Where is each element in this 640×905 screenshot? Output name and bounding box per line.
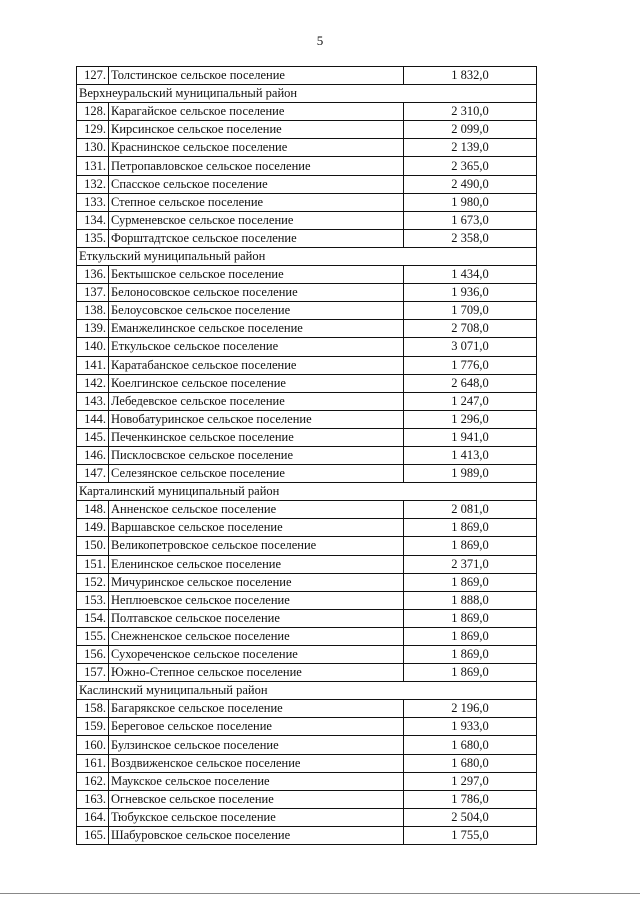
- table-row: [77, 103, 537, 121]
- table-row: [77, 718, 537, 736]
- settlement-name: Еманжелинское сельское поселение: [109, 320, 404, 338]
- settlements-table: [76, 66, 537, 845]
- row-number: 128.: [77, 103, 109, 121]
- row-number: 157.: [77, 664, 109, 682]
- settlement-value: 1 755,0: [404, 826, 537, 844]
- district-name: Каслинский муниципальный район: [77, 682, 537, 700]
- table-row: [77, 573, 537, 591]
- settlement-value: 1 786,0: [404, 790, 537, 808]
- row-number: 163.: [77, 790, 109, 808]
- settlement-name: Писклосвское сельское поселение: [109, 446, 404, 464]
- table-row: [77, 646, 537, 664]
- settlement-name: Великопетровское сельское поселение: [109, 537, 404, 555]
- row-number: 130.: [77, 139, 109, 157]
- settlement-name: Степное сельское поселение: [109, 193, 404, 211]
- settlement-name: Бектышское сельское поселение: [109, 266, 404, 284]
- table-row: [77, 410, 537, 428]
- settlement-value: 2 504,0: [404, 808, 537, 826]
- table-row: [77, 609, 537, 627]
- row-number: 156.: [77, 646, 109, 664]
- settlement-name: Воздвиженское сельское поселение: [109, 754, 404, 772]
- district-name: Карталинский муниципальный район: [77, 483, 537, 501]
- settlement-value: 1 869,0: [404, 646, 537, 664]
- district-header-row: [77, 483, 537, 501]
- table-row: [77, 465, 537, 483]
- settlement-value: 3 071,0: [404, 338, 537, 356]
- table-row: [77, 229, 537, 247]
- settlement-value: 2 365,0: [404, 157, 537, 175]
- settlement-value: 1 680,0: [404, 754, 537, 772]
- row-number: 143.: [77, 392, 109, 410]
- settlement-value: 2 358,0: [404, 229, 537, 247]
- row-number: 129.: [77, 121, 109, 139]
- row-number: 147.: [77, 465, 109, 483]
- settlement-name: Шабуровское сельское поселение: [109, 826, 404, 844]
- settlement-value: 1 936,0: [404, 284, 537, 302]
- row-number: 127.: [77, 67, 109, 85]
- table-row: [77, 519, 537, 537]
- settlement-name: Белоносовское сельское поселение: [109, 284, 404, 302]
- table-row: [77, 67, 537, 85]
- district-name: Еткульский муниципальный район: [77, 247, 537, 265]
- table-row: [77, 772, 537, 790]
- settlement-name: Селезянское сельское поселение: [109, 465, 404, 483]
- table-row: [77, 790, 537, 808]
- settlement-value: 2 310,0: [404, 103, 537, 121]
- table-row: [77, 501, 537, 519]
- table-row: [77, 537, 537, 555]
- settlement-value: 2 099,0: [404, 121, 537, 139]
- table-row: [77, 627, 537, 645]
- table-row: [77, 157, 537, 175]
- settlement-value: 2 081,0: [404, 501, 537, 519]
- row-number: 144.: [77, 410, 109, 428]
- settlement-value: 1 989,0: [404, 465, 537, 483]
- settlement-value: 2 648,0: [404, 374, 537, 392]
- settlement-name: Снежненское сельское поселение: [109, 627, 404, 645]
- settlement-value: 1 869,0: [404, 664, 537, 682]
- table-row: [77, 356, 537, 374]
- row-number: 133.: [77, 193, 109, 211]
- table-row: [77, 175, 537, 193]
- row-number: 139.: [77, 320, 109, 338]
- row-number: 155.: [77, 627, 109, 645]
- settlement-value: 1 680,0: [404, 736, 537, 754]
- district-header-row: [77, 682, 537, 700]
- table-row: [77, 374, 537, 392]
- settlement-value: 1 869,0: [404, 609, 537, 627]
- table-row: [77, 446, 537, 464]
- row-number: 131.: [77, 157, 109, 175]
- table-row: [77, 193, 537, 211]
- table-row: [77, 591, 537, 609]
- row-number: 154.: [77, 609, 109, 627]
- settlement-name: Белоусовское сельское поселение: [109, 302, 404, 320]
- table-row: [77, 211, 537, 229]
- settlement-name: Варшавское сельское поселение: [109, 519, 404, 537]
- settlement-name: Неплюевское сельское поселение: [109, 591, 404, 609]
- settlement-value: 1 297,0: [404, 772, 537, 790]
- settlement-name: Булзинское сельское поселение: [109, 736, 404, 754]
- settlement-name: Каратабанское сельское поселение: [109, 356, 404, 374]
- row-number: 149.: [77, 519, 109, 537]
- settlement-value: 1 869,0: [404, 519, 537, 537]
- table-row: [77, 736, 537, 754]
- settlement-name: Новобатуринское сельское поселение: [109, 410, 404, 428]
- table-row: [77, 266, 537, 284]
- row-number: 148.: [77, 501, 109, 519]
- row-number: 158.: [77, 700, 109, 718]
- table-body: [77, 67, 537, 845]
- settlement-value: 1 888,0: [404, 591, 537, 609]
- row-number: 134.: [77, 211, 109, 229]
- row-number: 140.: [77, 338, 109, 356]
- settlement-value: 2 708,0: [404, 320, 537, 338]
- page-number: 5: [316, 33, 324, 48]
- row-number: 138.: [77, 302, 109, 320]
- settlement-name: Толстинское сельское поселение: [109, 67, 404, 85]
- district-name: Верхнеуральский муниципальный район: [77, 85, 537, 103]
- settlement-value: 1 247,0: [404, 392, 537, 410]
- row-number: 152.: [77, 573, 109, 591]
- settlement-value: 2 139,0: [404, 139, 537, 157]
- row-number: 136.: [77, 266, 109, 284]
- table-row: [77, 284, 537, 302]
- district-header-row: [77, 247, 537, 265]
- settlement-name: Багарякское сельское поселение: [109, 700, 404, 718]
- settlement-value: 1 980,0: [404, 193, 537, 211]
- settlement-name: Маукское сельское поселение: [109, 772, 404, 790]
- table-row: [77, 139, 537, 157]
- settlement-value: 1 933,0: [404, 718, 537, 736]
- settlement-value: 2 371,0: [404, 555, 537, 573]
- settlement-value: 1 832,0: [404, 67, 537, 85]
- settlement-name: Петропавловское сельское поселение: [109, 157, 404, 175]
- settlement-name: Форштадтское сельское поселение: [109, 229, 404, 247]
- settlement-name: Лебедевское сельское поселение: [109, 392, 404, 410]
- settlement-name: Карагайское сельское поселение: [109, 103, 404, 121]
- table-row: [77, 808, 537, 826]
- settlement-value: 1 413,0: [404, 446, 537, 464]
- settlement-name: Кирсинское сельское поселение: [109, 121, 404, 139]
- settlement-value: 1 776,0: [404, 356, 537, 374]
- district-header-row: [77, 85, 537, 103]
- table-row: [77, 826, 537, 844]
- settlement-name: Еленинское сельское поселение: [109, 555, 404, 573]
- settlement-name: Краснинское сельское поселение: [109, 139, 404, 157]
- row-number: 161.: [77, 754, 109, 772]
- settlement-value: 1 434,0: [404, 266, 537, 284]
- table-row: [77, 555, 537, 573]
- table-row: [77, 428, 537, 446]
- table-row: [77, 302, 537, 320]
- settlement-value: 1 869,0: [404, 537, 537, 555]
- settlement-name: Мичуринское сельское поселение: [109, 573, 404, 591]
- settlement-name: Еткульское сельское поселение: [109, 338, 404, 356]
- row-number: 135.: [77, 229, 109, 247]
- row-number: 165.: [77, 826, 109, 844]
- row-number: 137.: [77, 284, 109, 302]
- row-number: 153.: [77, 591, 109, 609]
- row-number: 145.: [77, 428, 109, 446]
- settlement-name: Полтавское сельское поселение: [109, 609, 404, 627]
- table-row: [77, 754, 537, 772]
- row-number: 164.: [77, 808, 109, 826]
- settlement-name: Спасское сельское поселение: [109, 175, 404, 193]
- table-row: [77, 320, 537, 338]
- settlement-name: Южно-Степное сельское поселение: [109, 664, 404, 682]
- row-number: 162.: [77, 772, 109, 790]
- row-number: 142.: [77, 374, 109, 392]
- settlement-value: 1 673,0: [404, 211, 537, 229]
- settlement-name: Береговое сельское поселение: [109, 718, 404, 736]
- settlement-name: Коелгинское сельское поселение: [109, 374, 404, 392]
- settlement-value: 1 941,0: [404, 428, 537, 446]
- settlement-name: Анненское сельское поселение: [109, 501, 404, 519]
- table-row: [77, 700, 537, 718]
- settlement-value: 2 196,0: [404, 700, 537, 718]
- row-number: 150.: [77, 537, 109, 555]
- row-number: 132.: [77, 175, 109, 193]
- row-number: 151.: [77, 555, 109, 573]
- settlement-value: 2 490,0: [404, 175, 537, 193]
- settlement-name: Огневское сельское поселение: [109, 790, 404, 808]
- settlement-value: 1 869,0: [404, 573, 537, 591]
- table-row: [77, 392, 537, 410]
- page-bottom-divider: [0, 893, 640, 894]
- settlement-value: 1 869,0: [404, 627, 537, 645]
- settlement-name: Печенкинское сельское поселение: [109, 428, 404, 446]
- settlement-value: 1 296,0: [404, 410, 537, 428]
- settlement-name: Сурменевское сельское поселение: [109, 211, 404, 229]
- table-row: [77, 338, 537, 356]
- row-number: 159.: [77, 718, 109, 736]
- row-number: 160.: [77, 736, 109, 754]
- table-row: [77, 664, 537, 682]
- settlement-value: 1 709,0: [404, 302, 537, 320]
- settlement-name: Тюбукское сельское поселение: [109, 808, 404, 826]
- settlement-name: Сухореченское сельское поселение: [109, 646, 404, 664]
- row-number: 141.: [77, 356, 109, 374]
- table-row: [77, 121, 537, 139]
- row-number: 146.: [77, 446, 109, 464]
